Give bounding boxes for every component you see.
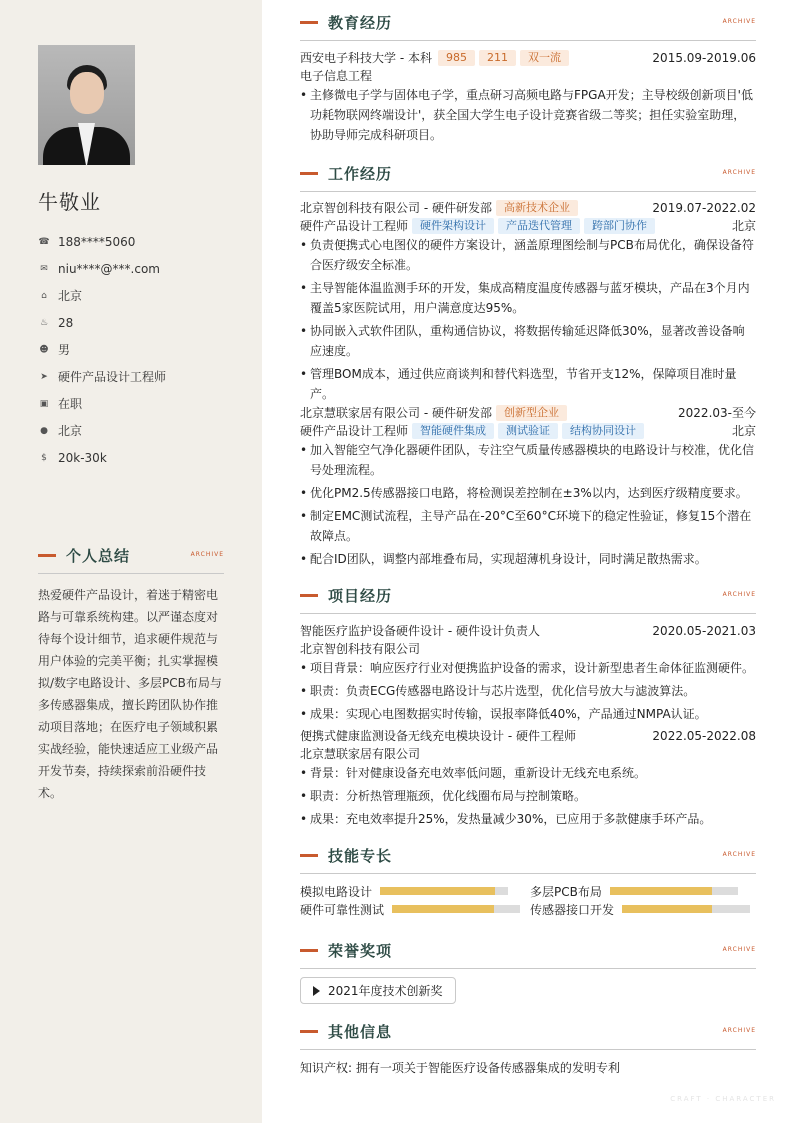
job-date: 2019.07-2022.02 <box>652 201 756 215</box>
skill-tag: 硬件架构设计 <box>412 218 494 234</box>
other-section <box>300 1019 756 1077</box>
company-tag: 创新型企业 <box>496 405 567 421</box>
skill-item <box>530 900 756 918</box>
project-company: 北京慧联家居有限公司 <box>300 747 421 761</box>
projects-section <box>300 583 756 829</box>
skill-bar-fill <box>610 887 712 895</box>
section-title: 教育经历 <box>328 13 393 32</box>
job-city: 北京 <box>731 219 756 233</box>
info-value: 188****5060 <box>58 234 136 249</box>
skill-name: 多层PCB布局 <box>530 884 602 899</box>
education-section <box>300 10 756 145</box>
school-tag: 双一流 <box>520 50 569 66</box>
list-item: • 主修微电子学与固体电子学，重点研习高频电路与FPGA开发；主导校级创新项目'低功耗物联网终端设计'，获全国大学生电子设计竞赛省级二等奖；担任实验室助理，协助导师完成科研项目。 <box>300 88 753 142</box>
list-item: • 成果：充电效率提升25%，发热量减少30%，已应用于多款健康手环产品。 <box>300 812 712 826</box>
contact-info <box>38 228 248 471</box>
skill-item <box>530 882 756 900</box>
skill-bar <box>380 887 508 895</box>
summary-text: 热爱硬件产品设计，着迷于精密电路与可靠系统构建。以严谨态度对待每个设计细节，追求硬件规范与用户体验的完美平衡；扎实掌握模拟/数字电路设计、多层PCB布局与多传感器集成，擅长跨团队协作推动项目落地；在医疗电子领域积累实战经验，能快速适应工业级产品开发节奏，持续探索前沿硬件技术。 <box>38 588 222 800</box>
info-row <box>38 444 248 471</box>
list-item: • 优化PM2.5传感器接口电路，将检测误差控制在±3%以内，达到医疗级精度要求。 <box>300 486 748 500</box>
list-item: • 制定EMC测试流程，主导产品在-20°C至60°C环境下的稳定性验证，修复15个潜在故障点。 <box>300 509 752 543</box>
major: 电子信息工程 <box>300 69 373 83</box>
list-item: • 主导智能体温监测手环的开发，集成高精度温度传感器与蓝牙模块，产品在3个月内覆盖5家医院试用，用户满意度达95%。 <box>300 281 750 315</box>
section-title: 技能专长 <box>328 846 393 865</box>
skill-tag: 产品迭代管理 <box>498 218 580 234</box>
company-name: 北京智创科技有限公司 - 硬件研发部 <box>300 201 492 215</box>
list-item: • 项目背景：响应医疗行业对便携监护设备的需求，设计新型患者生命体征监测硬件。 <box>300 661 755 675</box>
mail-icon: ✉ <box>40 263 48 274</box>
info-value: 男 <box>58 343 71 357</box>
skill-name: 传感器接口开发 <box>530 902 615 917</box>
section-title: 其他信息 <box>328 1022 393 1041</box>
info-value: 28 <box>58 315 74 330</box>
section-accent-bar <box>300 594 318 597</box>
skill-bar <box>622 905 750 913</box>
job-role: 硬件产品设计工程师 <box>300 219 409 233</box>
school-name: 西安电子科技大学 - 本科 <box>300 51 432 65</box>
briefcase-icon: ▣ <box>39 398 49 409</box>
skill-item <box>300 882 530 900</box>
home-icon: ⌂ <box>41 290 47 301</box>
skills-section <box>300 843 756 918</box>
skill-bar-fill <box>380 887 495 895</box>
skill-tag: 结构协同设计 <box>562 423 644 439</box>
archive-label: ARCHIVE <box>722 946 756 953</box>
info-row <box>38 282 248 309</box>
info-value: 北京 <box>58 289 83 303</box>
company-name: 北京慧联家居有限公司 - 硬件研发部 <box>300 406 492 420</box>
list-item: • 职责：分析热管理瓶颈，优化线圈布局与控制策略。 <box>300 789 587 803</box>
main-content <box>300 10 756 1077</box>
section-title: 个人总结 <box>66 546 131 565</box>
footer-watermark: CRAFT · CHARACTER <box>670 1095 776 1103</box>
skill-tag: 测试验证 <box>498 423 558 439</box>
skill-bar <box>392 905 520 913</box>
skill-item <box>300 900 530 918</box>
skill-name: 模拟电路设计 <box>300 884 373 899</box>
project-entry <box>300 727 756 829</box>
list-item: • 负责便携式心电图仪的硬件方案设计，涵盖原理图绘制与PCB布局优化，确保设备符合医疗级安全标准。 <box>300 238 754 272</box>
section-title: 荣誉奖项 <box>328 941 393 960</box>
phone-icon: ☎ <box>38 236 50 247</box>
info-row <box>38 363 248 390</box>
info-value: 硬件产品设计工程师 <box>58 370 167 384</box>
list-item: • 配合ID团队，调整内部堆叠布局，实现超薄机身设计，同时满足散热需求。 <box>300 552 707 566</box>
job-entry <box>300 199 756 404</box>
project-entry <box>300 622 756 724</box>
archive-label: ARCHIVE <box>722 1027 756 1034</box>
info-row <box>38 255 248 282</box>
section-accent-bar <box>300 21 318 24</box>
summary-section <box>38 543 224 804</box>
profile-photo <box>38 45 135 165</box>
list-item: • 管理BOM成本，通过供应商谈判和替代料选型，节省开支12%，保障项目准时量产。 <box>300 367 737 401</box>
sidebar <box>0 0 262 1123</box>
list-item: • 协同嵌入式软件团队，重构通信协议，将数据传输延迟降低30%，显著改善设备响应速度。 <box>300 324 745 358</box>
education-date: 2015.09-2019.06 <box>652 51 756 65</box>
info-value: niu****@***.com <box>58 261 160 276</box>
project-date: 2022.05-2022.08 <box>652 729 756 743</box>
list-item: • 背景：针对健康设备充电效率低问题，重新设计无线充电系统。 <box>300 766 647 780</box>
section-accent-bar <box>300 949 318 952</box>
candidate-name: 牛敬业 <box>38 190 101 214</box>
info-row <box>38 309 248 336</box>
project-name: 便携式健康监测设备无线充电模块设计 - 硬件工程师 <box>300 729 576 743</box>
skill-bar <box>610 887 738 895</box>
info-value: 北京 <box>58 424 83 438</box>
send-icon: ➤ <box>40 371 48 382</box>
skill-tag: 智能硬件集成 <box>412 423 494 439</box>
archive-label: ARCHIVE <box>190 551 224 558</box>
job-city: 北京 <box>731 424 756 438</box>
cake-icon: ♨ <box>39 317 49 328</box>
skill-name: 硬件可靠性测试 <box>300 902 385 917</box>
job-role: 硬件产品设计工程师 <box>300 424 409 438</box>
info-row <box>38 228 248 255</box>
money-icon: $ <box>41 452 47 463</box>
location-pin-icon: ● <box>40 425 48 436</box>
awards-section <box>300 938 756 1004</box>
skill-bar-fill <box>392 905 494 913</box>
info-value: 在职 <box>58 397 83 411</box>
job-entry <box>300 404 756 569</box>
archive-label: ARCHIVE <box>722 169 756 176</box>
skill-bar-fill <box>622 905 712 913</box>
award-item: 2021年度技术创新奖 <box>300 977 456 1004</box>
section-accent-bar <box>300 172 318 175</box>
list-item: • 职责：负责ECG传感器电路设计与芯片选型，优化信号放大与滤波算法。 <box>300 684 696 698</box>
work-section <box>300 161 756 569</box>
other-info-text: 知识产权: 拥有一项关于智能医疗设备传感器集成的发明专利 <box>300 1061 620 1075</box>
archive-label: ARCHIVE <box>722 591 756 598</box>
info-value: 20k-30k <box>58 450 107 465</box>
section-title: 项目经历 <box>328 586 393 605</box>
project-company: 北京智创科技有限公司 <box>300 642 421 656</box>
project-date: 2020.05-2021.03 <box>652 624 756 638</box>
list-item: • 成果：实现心电图数据实时传输，误报率降低40%，产品通过NMPA认证。 <box>300 707 707 721</box>
info-row <box>38 336 248 363</box>
school-tag: 211 <box>479 50 516 66</box>
list-item: • 加入智能空气净化器硬件团队，专注空气质量传感器模块的电路设计与校准，优化信号处理流程。 <box>300 443 755 477</box>
section-title: 工作经历 <box>328 164 393 183</box>
school-tag: 985 <box>438 50 475 66</box>
section-accent-bar <box>38 554 56 557</box>
play-icon <box>313 986 320 996</box>
skill-tag: 跨部门协作 <box>584 218 655 234</box>
company-tag: 高新技术企业 <box>496 200 578 216</box>
info-row <box>38 417 248 444</box>
info-row <box>38 390 248 417</box>
gender-icon: ☻ <box>39 344 49 355</box>
project-name: 智能医疗监护设备硬件设计 - 硬件设计负责人 <box>300 624 540 638</box>
section-accent-bar <box>300 1030 318 1033</box>
job-date: 2022.03-至今 <box>678 406 756 420</box>
section-accent-bar <box>300 854 318 857</box>
archive-label: ARCHIVE <box>722 18 756 25</box>
archive-label: ARCHIVE <box>722 851 756 858</box>
